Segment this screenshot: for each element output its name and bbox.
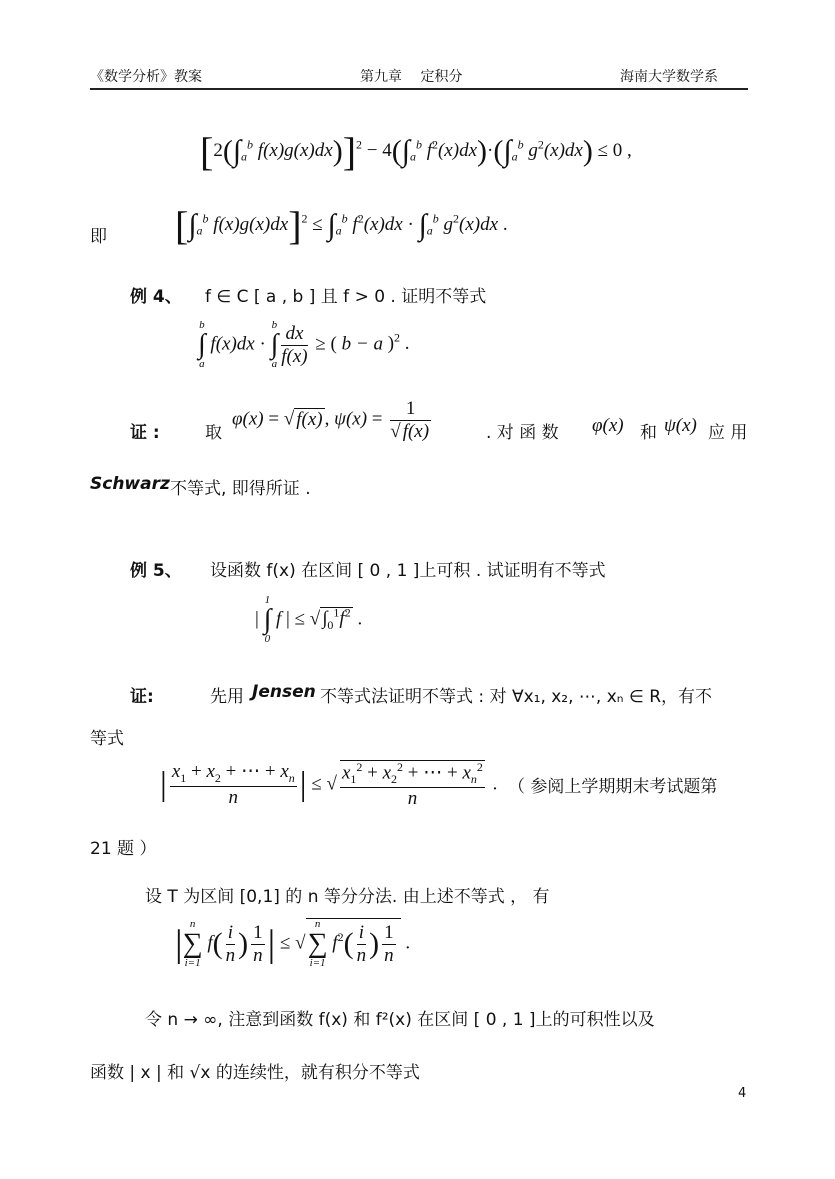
formula-cauchy-schwarz: [$\int_a^b$ $f(x)g(x)dx]^2 \le \int_a^b$ $f^2(x)dx \cdot \int_a^b$ $g^2(x)dx$ .	[175, 203, 508, 248]
psi-symbol: ψ(x)	[664, 415, 697, 436]
proof-4-label: 证 :	[130, 423, 160, 443]
formula-phi-psi: φ(x) = √ f(x) , ψ(x) = $\frac{1}{√ f(x)}$	[232, 398, 430, 442]
proof-4-apply: . 对 函 数	[486, 423, 559, 443]
phi-symbol: φ(x)	[592, 415, 624, 436]
proof-5-continuation: 等式	[90, 729, 124, 749]
header-left: 《数学分析》教案	[90, 69, 202, 85]
proof-4-tail: 不等式, 即得所证 .	[170, 479, 311, 499]
example-4-label: 例 4、	[130, 287, 182, 307]
reference-tail: 21 题 ）	[90, 839, 157, 859]
formula-riemann-sums: | n ∑ i=1 f( $\frac{i}{n}$ ) $\frac{1}{n}$ | ≤ √ n ∑ i=1 $f^2$( $\frac{i}{n}$ ) $\frac{1}{n}$ .	[175, 918, 411, 969]
reference-text: （ 参阅上学期期末考试题第	[508, 777, 718, 797]
example-5-statement: 设函数 f(x) 在区间 [ 0 , 1 ]上可积 . 试证明有不等式	[210, 561, 606, 581]
example-4-statement: f ∈ C [ a , b ] 且 f > 0 . 证明不等式	[205, 287, 487, 307]
page-number: 4	[738, 1086, 747, 1101]
partition-text: 设 T 为区间 [0,1] 的 n 等分分法. 由上述不等式 ， 有	[145, 887, 550, 907]
proof-5-label: 证:	[130, 687, 154, 707]
proof-5-text-b: 不等式法证明不等式 : 对 ∀x₁, x₂, ⋯, xₙ ∈ R，有不	[320, 687, 713, 707]
header-center: 第九章 定积分	[360, 69, 463, 85]
limit-text: 令 n → ∞, 注意到函数 f(x) 和 f²(x) 在区间 [ 0 , 1 ]上的可积性以及	[145, 1010, 655, 1030]
word-ji: 即	[90, 227, 107, 247]
header-rule	[90, 88, 748, 90]
formula-discriminant: [$2(\int_a^b$ $f(x)g(x)dx)]^2 - 4(\int_a^b$ $f^2(x)dx)\cdot(\int_a^b$ $g^2(x)dx) \le 0$ ,	[200, 129, 632, 174]
example-5-label: 例 5、	[130, 561, 182, 581]
proof-4-take: 取	[205, 423, 222, 443]
formula-mean-inequality: | $\frac{x_1 + x_2 + \cdots + x_n}{n}$ | ≤ √ $\frac{x_1^2 + x_2^2 + \cdots + x_n^2}{n}$ .	[160, 760, 498, 809]
formula-example-4: b ∫ a f(x)dx · b ∫ a $\frac{dx}{f(x)}$ ≥ ( b − a )$^2$ .	[198, 319, 410, 370]
header-right: 海南大学数学系	[620, 69, 718, 85]
jensen-name: Jensen	[252, 682, 316, 702]
proof-4-use: 应 用	[708, 423, 748, 443]
schwarz-name: Schwarz	[90, 474, 170, 494]
proof-5-text-a: 先用	[210, 687, 244, 707]
proof-4-and: 和	[640, 423, 657, 443]
continuity-text: 函数 | x | 和 √x 的连续性，就有积分不等式	[90, 1063, 420, 1083]
formula-example-5: | 1 ∫ 0 f | ≤ √ $\int_0^1f^2$ .	[255, 594, 363, 645]
